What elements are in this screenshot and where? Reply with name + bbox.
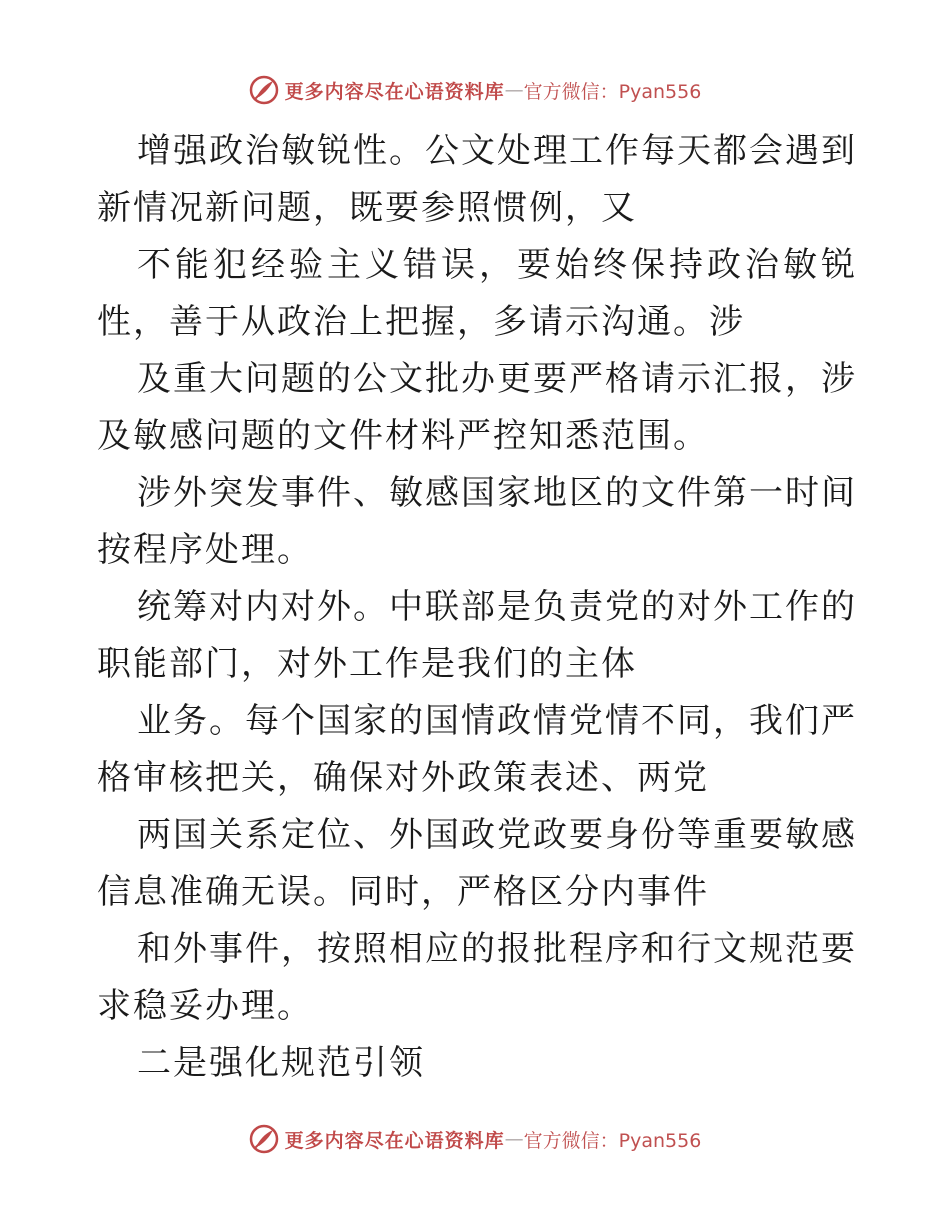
paragraph: 两国关系定位、外国政党政要身份等重要敏感信息准确无误。同时，严格区分内事件 bbox=[97, 815, 857, 912]
watermark-separator: — bbox=[504, 1128, 524, 1150]
watermark-wechat-text: 官方微信：Pyan556 bbox=[523, 1129, 702, 1152]
footer-watermark bbox=[0, 1122, 950, 1156]
header-watermark bbox=[0, 73, 950, 107]
watermark-brand-text: 更多内容尽在心语资料库 bbox=[284, 80, 505, 103]
watermark-brand-text: 更多内容尽在心语资料库 bbox=[284, 1129, 505, 1152]
watermark-separator: — bbox=[504, 79, 524, 101]
feather-pen-icon bbox=[249, 75, 279, 105]
paragraph: 不能犯经验主义错误，要始终保持政治敏锐性，善于从政治上把握，多请示沟通。涉 bbox=[97, 245, 857, 342]
feather-pen-icon bbox=[249, 1124, 279, 1154]
paragraph: 及重大问题的公文批办更要严格请示汇报，涉及敏感问题的文件材料严控知悉范围。 bbox=[97, 359, 857, 456]
paragraph: 统筹对内对外。中联部是负责党的对外工作的职能部门，对外工作是我们的主体 bbox=[97, 587, 857, 684]
paragraph: 二是强化规范引领 bbox=[137, 1043, 425, 1083]
paragraph: 涉外突发事件、敏感国家地区的文件第一时间按程序处理。 bbox=[97, 473, 857, 570]
paragraph: 增强政治敏锐性。公文处理工作每天都会遇到新情况新问题，既要参照惯例，又 bbox=[97, 131, 857, 228]
watermark-wechat-text: 官方微信：Pyan556 bbox=[523, 80, 702, 103]
paragraph: 业务。每个国家的国情政情党情不同，我们严格审核把关，确保对外政策表述、两党 bbox=[97, 701, 857, 798]
document-body bbox=[97, 123, 857, 1092]
paragraph: 和外事件，按照相应的报批程序和行文规范要求稳妥办理。 bbox=[97, 929, 857, 1026]
